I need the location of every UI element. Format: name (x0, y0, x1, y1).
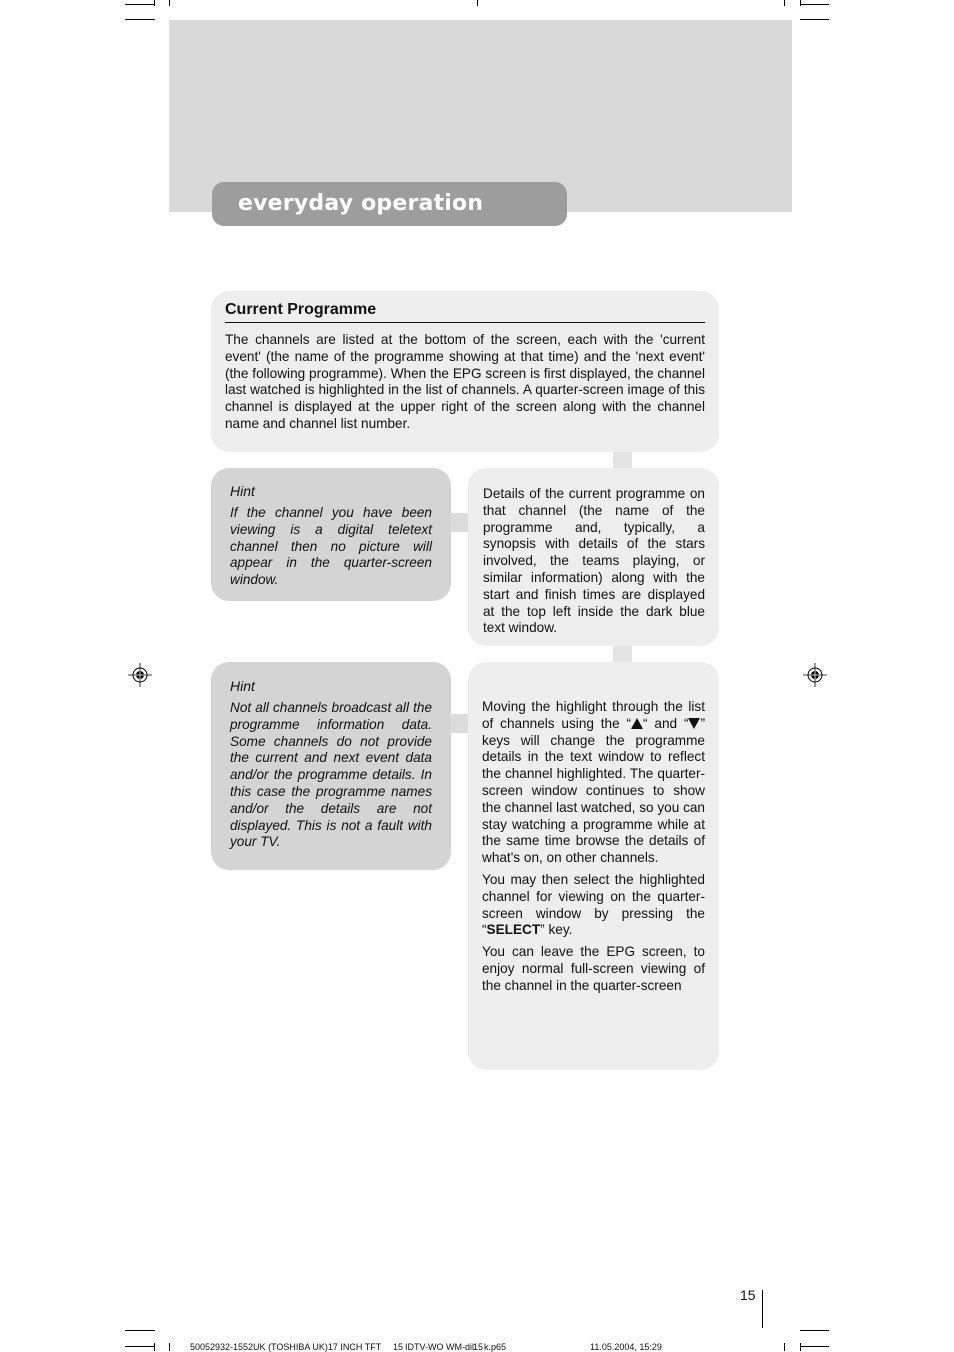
registration-mark-icon (803, 663, 827, 687)
current-programme-heading: Current Programme (225, 301, 705, 323)
triangle-up-icon (631, 718, 643, 729)
current-programme-text: The channels are listed at the bottom of the screen, each with the 'current event' (the name of the programme showing at that time) and the 'next event' (the following programme). When the EPG screen is first displayed, the channel last watched is highlighted in the list of channels. A quarter-screen image of this channel is displayed at the upper right of the screen along with the channel name and channel list number. (225, 332, 705, 431)
select-text (482, 872, 705, 939)
registration-mark-icon (128, 663, 152, 687)
navigation-text (482, 699, 705, 867)
crop-mark (800, 0, 801, 6)
footer-file-suffix: k.p65 (484, 1342, 507, 1352)
footer-overlap-2: 15 (473, 1342, 484, 1352)
leave-epg-text: You can leave the EPG screen, to enjoy normal full-screen viewing of the channel in the quarter-screen (482, 944, 705, 993)
page-number: 15 (740, 1287, 756, 1303)
page-number-rule (762, 1290, 763, 1328)
crop-mark (169, 0, 170, 6)
current-programme-box (211, 291, 719, 452)
crop-mark (125, 19, 155, 20)
connector (613, 644, 632, 664)
hint-title: Hint (230, 483, 255, 499)
navigation-text-part: Moving the highlight through the list of channels using the “ (482, 699, 705, 731)
select-key-label: SELECT (486, 922, 541, 938)
crop-mark (477, 0, 478, 6)
connector (449, 513, 469, 532)
crop-mark (125, 4, 155, 5)
crop-mark (800, 19, 829, 20)
triangle-down-icon (688, 718, 700, 729)
crop-mark (800, 4, 829, 5)
crop-mark (784, 0, 785, 6)
navigation-info-box (468, 662, 719, 1070)
crop-mark (800, 1343, 801, 1351)
hint-text: Not all channels broadcast all the programme information data. Some channels do not provide the current and next event data and/or the programme details. In this case the programme names and/or the details are not displayed. This is not a fault with your TV. (230, 700, 432, 850)
section-title: everyday operation (212, 182, 567, 226)
crop-mark (125, 1330, 155, 1331)
crop-mark (800, 1346, 829, 1347)
hint-text: If the channel you have been viewing is a digital teletext channel then no picture will appear in the quarter-screen window. (230, 505, 432, 588)
crop-mark (169, 1343, 170, 1351)
hint-box (211, 662, 451, 870)
footer-date: 11.05.2004, 15:29 (590, 1342, 662, 1352)
programme-details-box (468, 468, 719, 646)
crop-mark (154, 0, 155, 6)
select-text-part: ” key. (540, 922, 573, 938)
footer-file-name-2: IDTV-WO WM-dil (405, 1342, 474, 1352)
navigation-text-part: ” keys will change the programme details in the text window to reflect the channel highlighted. The quarter-screen window continues to show the channel last watched, so you can stay watching a programme while at the same time browse the details of what's on, on other channels. (482, 715, 705, 866)
crop-mark (154, 1343, 155, 1351)
select-text-part: You may then select the highlighted channel for viewing on the quarter-screen window by pressing the “ (482, 871, 705, 938)
connector (449, 714, 469, 733)
connector (613, 450, 632, 470)
programme-details-text: Details of the current programme on that channel (the name of the programme and, typically, a synopsis with details of the stars involved, the teams playing, or similar information) along with the start and finish times are displayed at the top left inside the dark blue text window. (483, 486, 705, 636)
crop-mark (784, 1343, 785, 1351)
hint-title: Hint (230, 678, 255, 694)
crop-mark (800, 1330, 829, 1331)
crop-mark (125, 1346, 155, 1347)
footer-file-name: 50052932-1552UK (TOSHIBA UK)17 INCH TFT (190, 1342, 382, 1352)
footer-overlap: 15 (393, 1342, 404, 1352)
hint-box (211, 468, 451, 601)
navigation-text-part: “ and “ (643, 715, 689, 731)
